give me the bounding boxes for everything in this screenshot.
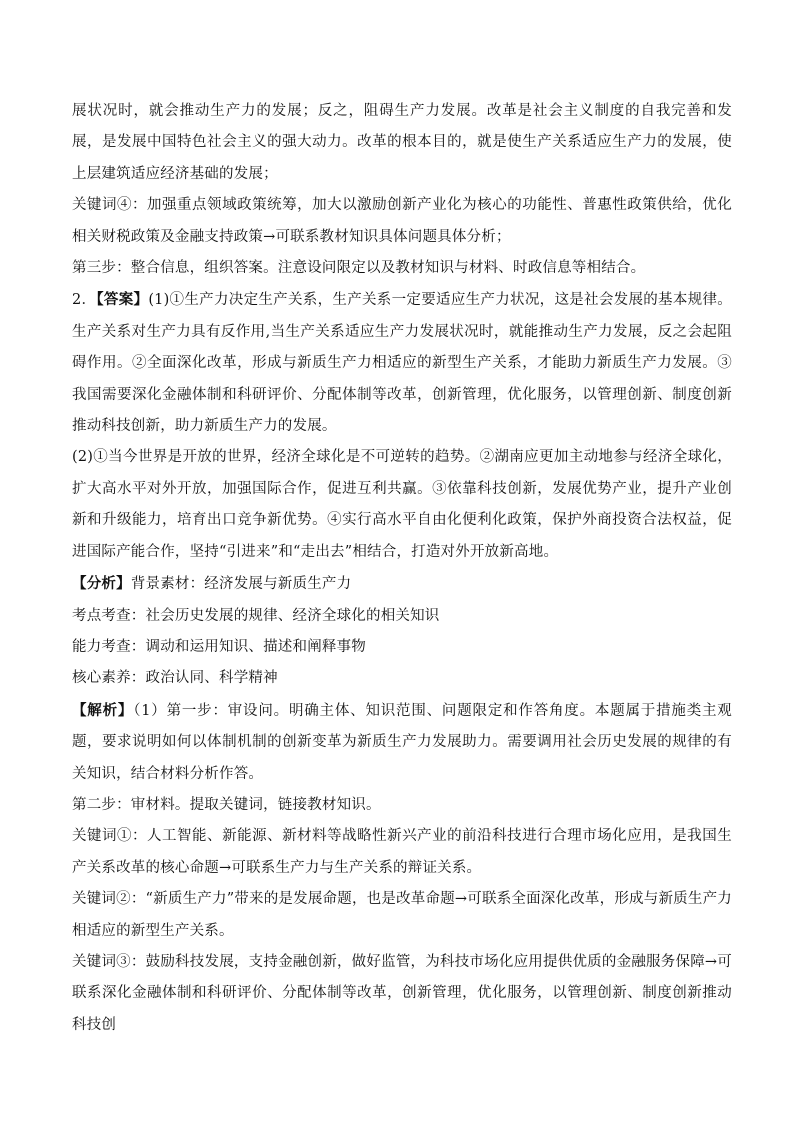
paragraph-text: 展状况时，就会推动生产力的发展；反之，阻碍生产力发展。改革是社会主义制度的自我完善和发展，是发展中国特色社会主义的强大动力。改革的根本目的，就是使生产关系适应生产力的发展，使上层建筑适应经济基础的发展； xyxy=(72,103,732,182)
analysis-paragraph xyxy=(72,568,732,600)
explanation-label: 【解析】 xyxy=(72,701,134,719)
paragraph xyxy=(72,663,732,694)
paragraph xyxy=(72,884,732,947)
paragraph-text: 考点考查：社会历史发展的规律、经济全球化的相关知识 xyxy=(72,607,440,624)
analysis-label: 【分析】 xyxy=(72,575,131,593)
paragraph-text: 关键词②：“新质生产力”带来的是发展命题，也是改革命题→可联系全面深化改革，形成与新质生产力相适应的新型生产关系。 xyxy=(72,891,732,939)
answer-label: 【答案】 xyxy=(96,291,149,309)
paragraph-text: 关键词③：鼓励科技发展，支持金融创新，做好监管，为科技市场化应用提供优质的金融服务保障→可联系深化金融体制和科研评价、分配体制等改革，创新管理，优化服务，以管理创新、制度创新推动科技创 xyxy=(72,953,732,1033)
paragraph xyxy=(72,253,732,284)
question-number: 2． xyxy=(72,292,97,309)
paragraph xyxy=(72,601,732,632)
paragraph-text: 第二步：审材料。提取关键词，链接教材知识。 xyxy=(72,796,381,813)
paragraph xyxy=(72,947,732,1041)
paragraph xyxy=(72,821,732,884)
paragraph-text: 关键词①：人工智能、新能源、新材料等战略性新兴产业的前沿科技进行合理市场化应用，是我国生产关系改革的核心命题→可联系生产力与生产关系的辩证关系。 xyxy=(72,828,732,876)
paragraph xyxy=(72,790,732,821)
paragraph-text: 核心素养：政治认同、科学精神 xyxy=(72,670,278,687)
paragraph xyxy=(72,96,732,190)
paragraph-text: (2)①当今世界是开放的世界，经济全球化是不可逆转的趋势。②湖南应更加主动地参与经济全球化，扩大高水平对外开放，加强国际合作，促进互利共赢。③依靠科技创新，发展优势产业，提升产业创新和升级能力，培育出口竞争新优势。④实行高水平自由化便利化政策，保护外商投资合法权益，促进国际产能合作，坚持“引进来”和“走出去”相结合，打造对外开放新高地。 xyxy=(72,449,732,560)
answer-paragraph xyxy=(72,284,732,442)
explanation-paragraph xyxy=(72,695,732,790)
paragraph xyxy=(72,442,732,568)
paragraph-text: 能力考查：调动和运用知识、描述和阐释事物 xyxy=(72,638,366,655)
paragraph-text: (1)①生产力决定生产关系，生产关系一定要适应生产力状况，这是社会发展的基本规律。生产关系对生产力具有反作用,当生产关系适应生产力发展状况时，就能推动生产力发展，反之会起阻碍作用。②全面深化改革，形成与新质生产力相适应的新型生产关系，才能助力新质生产力发展。③我国需要深化金融体制和科研评价、分配体制等改革，创新管理，优化服务，以管理创新、制度创新推动科技创新，助力新质生产力的发展。 xyxy=(72,292,732,435)
document-body xyxy=(72,96,732,1041)
paragraph-text: 第三步：整合信息，组织答案。注意设问限定以及教材知识与材料、时政信息等相结合。 xyxy=(72,260,646,277)
paragraph xyxy=(72,632,732,663)
paragraph-text: 关键词④：加强重点领域政策统筹，加大以激励创新产业化为核心的功能性、普惠性政策供给，优化相关财税政策及金融支持政策→可联系教材知识具体问题具体分析； xyxy=(72,197,732,245)
paragraph xyxy=(72,190,732,253)
paragraph-text: 背景素材：经济发展与新质生产力 xyxy=(130,576,352,593)
paragraph-text: （1）第一步：审设问。明确主体、知识范围、问题限定和作答角度。本题属于措施类主观题，要求说明如何以体制机制的创新变革为新质生产力发展助力。需要调用社会历史发展的规律的有关知识，结合材料分析作答。 xyxy=(72,702,732,782)
